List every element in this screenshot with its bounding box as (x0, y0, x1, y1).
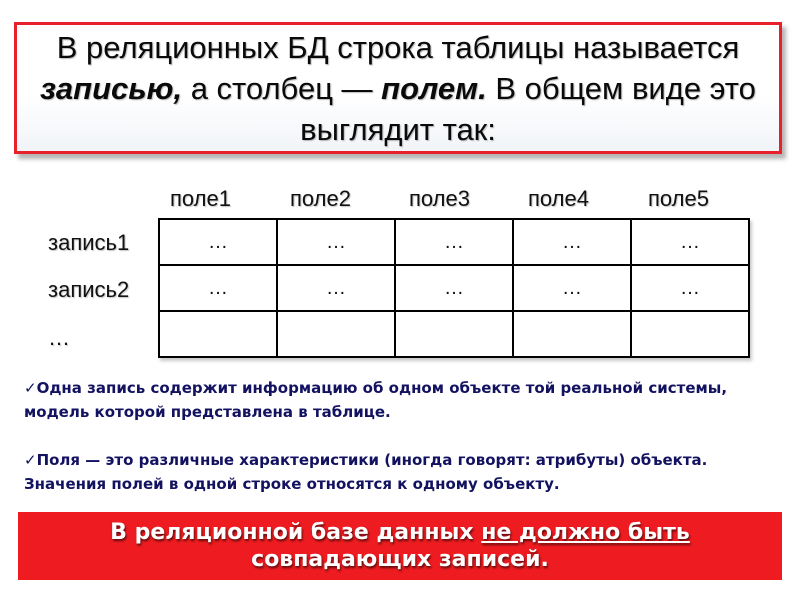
title-box (14, 22, 782, 154)
table-cell (395, 311, 513, 357)
banner-part1: В реляционной базе данных (110, 520, 482, 545)
table-cell: … (277, 265, 395, 311)
field-header-1: поле1 (170, 186, 231, 211)
table-cell: … (395, 219, 513, 265)
table-cell (631, 311, 749, 357)
title-record-term: записью, (40, 70, 183, 106)
table-cell: … (513, 219, 631, 265)
table-cell (277, 311, 395, 357)
field-header-3: поле3 (409, 186, 470, 211)
field-header-4: поле4 (528, 186, 589, 211)
table-cell: … (631, 265, 749, 311)
records-table (158, 218, 750, 358)
table-cell (159, 311, 277, 357)
note-field-definition: ✓Поля — это различные характеристики (иногда говорят: атрибуты) объекта. Значения полей в одной строке относятся к одному объекту. (24, 451, 708, 493)
table-cell: … (395, 265, 513, 311)
row-label-record1: запись1 (48, 230, 130, 255)
table-cell: … (277, 219, 395, 265)
bottom-banner (18, 512, 782, 580)
table-row (159, 265, 749, 311)
title-part3: В общем виде это выглядит так: (300, 70, 756, 147)
notes-block (24, 376, 764, 496)
table-cell: … (631, 219, 749, 265)
table-row (159, 219, 749, 265)
table-cell: … (159, 219, 277, 265)
banner-underlined: не должно быть (481, 520, 690, 545)
row-label-ellipsis: … (48, 325, 70, 350)
table-cell (513, 311, 631, 357)
title-field-term: полем. (381, 70, 487, 106)
field-header-5: поле5 (648, 186, 709, 211)
banner-part2: совпадающих записей. (251, 547, 549, 572)
banner-text (18, 519, 782, 573)
table-cell: … (513, 265, 631, 311)
note-record-definition: ✓Одна запись содержит информацию об одном объекте той реальной системы, модель которой представлена в таблице. (24, 379, 728, 421)
row-label-record2: запись2 (48, 277, 130, 302)
title-part2: а столбец — (182, 70, 382, 106)
title-part1: В реляционных БД строка таблицы называется (56, 29, 740, 65)
field-header-2: поле2 (290, 186, 351, 211)
table-row (159, 311, 749, 357)
table-cell: … (159, 265, 277, 311)
title-text (29, 27, 767, 150)
